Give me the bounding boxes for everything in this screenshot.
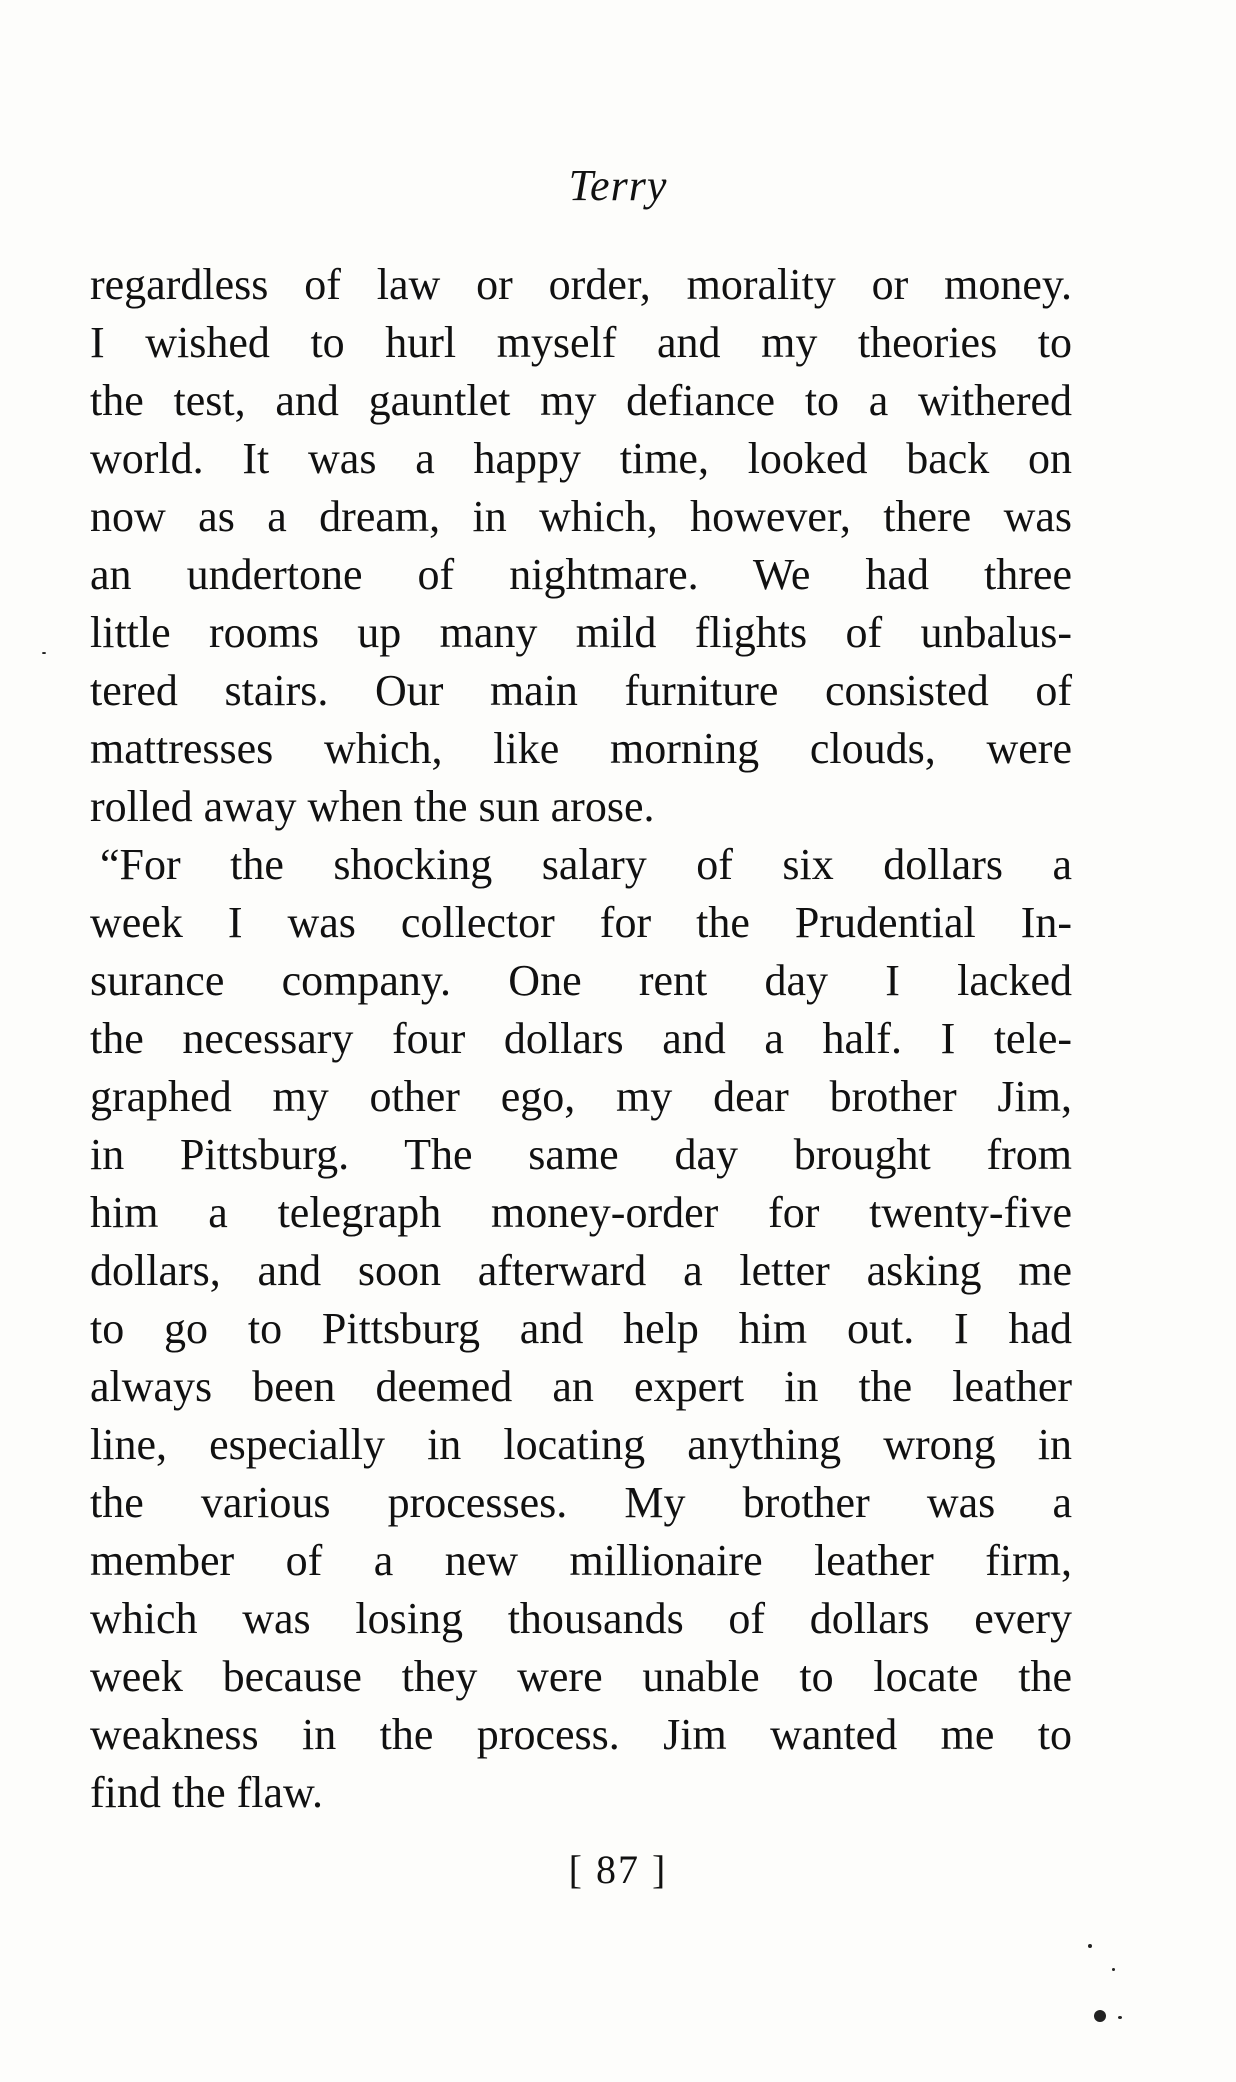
scan-speck	[42, 652, 46, 654]
scan-speck	[1112, 1968, 1115, 1971]
text-line: in Pittsburg. The same day brought from	[90, 1130, 1072, 1179]
text-line: “For the shocking salary of six dollars a	[100, 840, 1072, 889]
text-line: an undertone of nightmare. We had three	[90, 550, 1072, 599]
text-line: little rooms up many mild flights of unbalus-	[90, 608, 1072, 657]
scan-speck	[1088, 1944, 1092, 1948]
text-line: to go to Pittsburg and help him out. I had	[90, 1304, 1072, 1353]
text-line: dollars, and soon afterward a letter asking me	[90, 1246, 1072, 1295]
text-line: surance company. One rent day I lacked	[90, 956, 1072, 1005]
scan-speck	[1094, 2010, 1106, 2022]
text-line: always been deemed an expert in the leather	[90, 1362, 1072, 1411]
text-line: weakness in the process. Jim wanted me to	[90, 1710, 1072, 1759]
text-line: tered stairs. Our main furniture consisted of	[90, 666, 1072, 715]
paragraph-1	[90, 256, 1072, 836]
text-line: him a telegraph money-order for twenty-five	[90, 1188, 1072, 1237]
text-line: mattresses which, like morning clouds, were	[90, 724, 1072, 773]
text-line: the necessary four dollars and a half. I tele-	[90, 1014, 1072, 1063]
text-line: now as a dream, in which, however, there was	[90, 492, 1072, 541]
scan-speck	[1118, 2016, 1122, 2019]
body-text	[90, 256, 1072, 1822]
text-line: I wished to hurl myself and my theories to	[90, 318, 1072, 367]
text-line: world. It was a happy time, looked back on	[90, 434, 1072, 483]
text-line: the test, and gauntlet my defiance to a withered	[90, 376, 1072, 425]
text-line: week I was collector for the Prudential In-	[90, 898, 1072, 947]
running-title: Terry	[568, 161, 668, 210]
text-line: which was losing thousands of dollars every	[90, 1594, 1072, 1643]
text-line: graphed my other ego, my dear brother Jim,	[90, 1072, 1072, 1121]
text-line: the various processes. My brother was a	[90, 1478, 1072, 1527]
page-number: [ 87 ]	[568, 1847, 668, 1892]
text-line: regardless of law or order, morality or money.	[90, 260, 1072, 309]
paragraph-2	[90, 836, 1072, 1822]
text-line: member of a new millionaire leather firm,	[90, 1536, 1072, 1585]
text-line: week because they were unable to locate the	[90, 1652, 1072, 1701]
text-line: line, especially in locating anything wrong in	[90, 1420, 1072, 1469]
text-line: find the flaw.	[90, 1768, 323, 1817]
text-line: rolled away when the sun arose.	[90, 782, 655, 831]
